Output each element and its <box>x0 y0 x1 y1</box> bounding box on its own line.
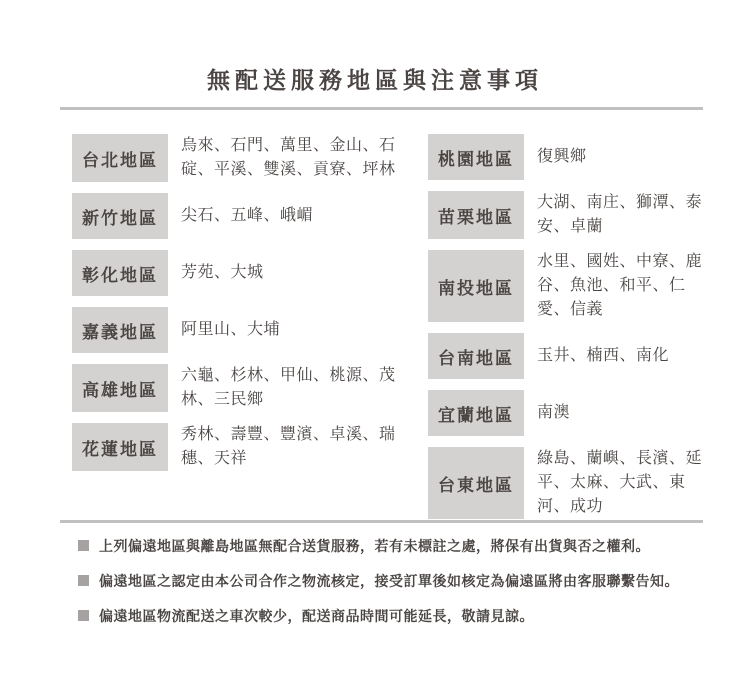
page-title: 無配送服務地區與注意事項 <box>207 67 543 93</box>
region-label: 新竹地區 <box>72 193 168 239</box>
region-areas: 秀林、壽豐、豐濱、卓溪、瑞穗、天祥 <box>181 426 396 467</box>
region-areas: 烏來、石門、萬里、金山、石碇、平溪、雙溪、貢寮、坪林 <box>181 137 396 178</box>
square-bullet-icon <box>78 540 89 551</box>
region-column-left <box>72 134 428 530</box>
region-label: 桃園地區 <box>428 134 524 180</box>
table-row <box>428 134 702 180</box>
table-row <box>72 193 428 239</box>
table-row <box>428 250 702 322</box>
region-areas: 水里、國姓、中寮、鹿谷、魚池、和平、仁愛、信義 <box>537 253 703 318</box>
table-row <box>72 134 428 182</box>
region-table <box>0 110 750 520</box>
table-row <box>72 364 428 412</box>
region-areas: 阿里山、大埔 <box>181 321 281 338</box>
table-row <box>428 390 702 436</box>
region-label: 南投地區 <box>428 250 524 322</box>
region-label: 宜蘭地區 <box>428 390 524 436</box>
table-row <box>72 307 428 353</box>
region-label: 台南地區 <box>428 333 524 379</box>
region-areas: 大湖、南庄、獅潭、泰安、卓蘭 <box>537 194 703 235</box>
region-label: 嘉義地區 <box>72 307 168 353</box>
region-label: 苗栗地區 <box>428 191 524 239</box>
region-column-right <box>428 134 702 530</box>
region-areas: 南澳 <box>537 404 571 421</box>
region-areas: 六龜、杉林、甲仙、桃源、茂林、三民鄉 <box>181 367 396 408</box>
region-label: 台東地區 <box>428 447 524 519</box>
note-item <box>78 571 730 591</box>
square-bullet-icon <box>78 575 89 586</box>
note-item <box>78 606 730 626</box>
region-areas: 復興鄉 <box>537 148 587 165</box>
notes-section <box>0 523 750 626</box>
region-label: 彰化地區 <box>72 250 168 296</box>
region-areas: 玉井、楠西、南化 <box>537 347 670 364</box>
square-bullet-icon <box>78 610 89 621</box>
note-text: 偏遠地區物流配送之車次較少，配送商品時間可能延長，敬請見諒。 <box>99 608 534 624</box>
region-label: 花蓮地區 <box>72 423 168 471</box>
note-item <box>78 536 730 556</box>
note-text: 上列偏遠地區與離島地區無配合送貨服務，若有未標註之處，將保有出貨與否之權利。 <box>99 538 650 554</box>
region-areas: 尖石、五峰、峨嵋 <box>181 207 314 224</box>
note-text: 偏遠地區之認定由本公司合作之物流核定，接受訂單後如核定為偏遠區將由客服聯繫告知。 <box>99 573 679 589</box>
region-label: 高雄地區 <box>72 364 168 412</box>
table-row <box>72 423 428 471</box>
table-row <box>428 191 702 239</box>
region-label: 台北地區 <box>72 134 168 182</box>
region-areas: 綠島、蘭嶼、長濱、延平、太麻、大武、東河、成功 <box>537 450 703 515</box>
region-areas: 芳苑、大城 <box>181 264 264 281</box>
table-row <box>428 447 702 519</box>
table-row <box>428 333 702 379</box>
table-row <box>72 250 428 296</box>
